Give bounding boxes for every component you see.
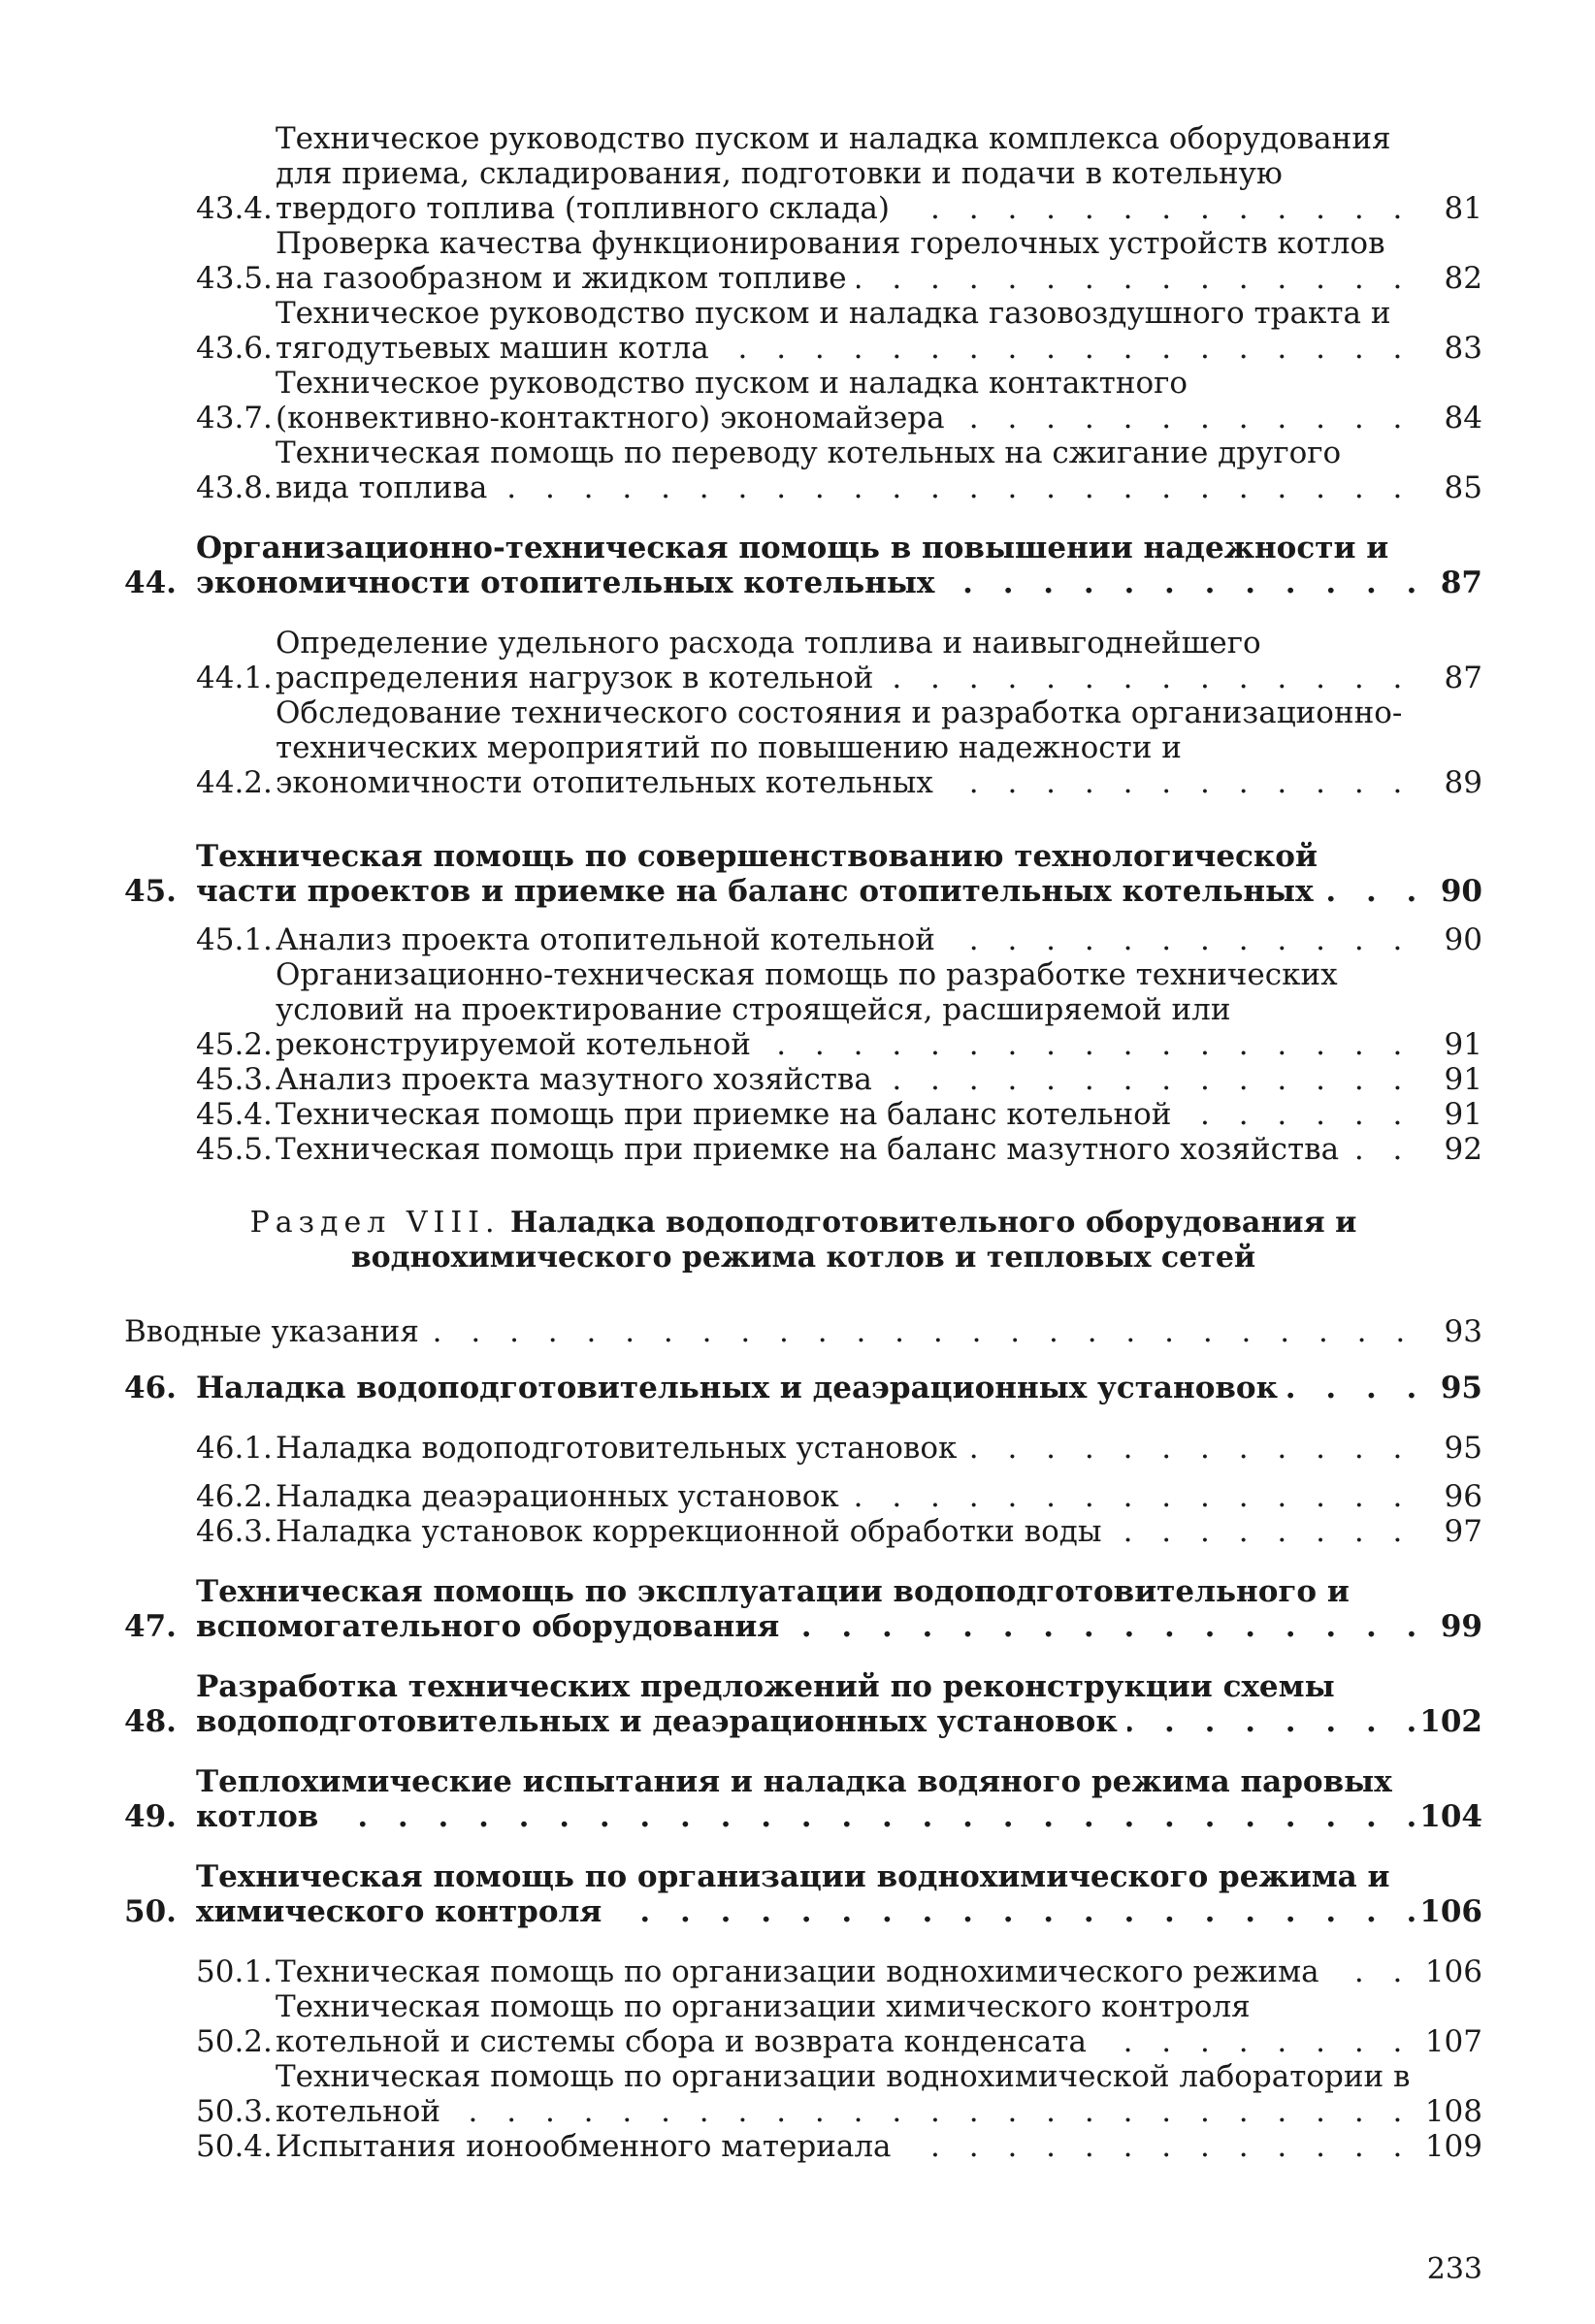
entry-number: 46.2. (196, 1479, 273, 1514)
entry-number: 44. (124, 565, 177, 600)
toc-entry-50 (124, 1859, 1482, 1929)
entry-title: Техническая помощь при приемке на баланс котельной (276, 1097, 1181, 1132)
entry-page: 107 (1424, 2024, 1482, 2059)
entry-title: Техническая помощь при приемке на баланс мазутного хозяйства (276, 1132, 1349, 1167)
toc-entry-intro (124, 1314, 1482, 1349)
entry-title: Техническая помощь по переводу котельных на сжигание другого вида топлива (276, 436, 1342, 505)
entry-number: 43.5. (196, 261, 273, 296)
entry-title: Организационно-техническая помощь по разработке технических условий на проектирование строящейся, расширяемой или реконструируемой котельной (276, 957, 1338, 1062)
entry-number: 46.1. (196, 1431, 273, 1466)
entry-title: Техническая помощь по эксплуатации водоподготовительного и вспомогательного оборудования (196, 1574, 1350, 1644)
entry-page: 84 (1444, 401, 1482, 436)
toc-entry-43-7 (124, 366, 1482, 436)
entry-page: 83 (1444, 331, 1482, 366)
toc-entry-45-3 (124, 1062, 1482, 1097)
entry-number: 45.4. (196, 1097, 273, 1132)
toc-entry-45-2 (124, 957, 1482, 1062)
entry-number: 43.7. (196, 401, 273, 436)
section-heading (124, 1196, 1482, 1275)
entry-page: 108 (1424, 2094, 1482, 2129)
entry-number: 45.2. (196, 1027, 273, 1062)
entry-title: Техническое руководство пуском и наладка комплекса оборудования для приема, складирования, подготовки и подачи в котельную твердого топлива (топливного склада) (276, 121, 1391, 226)
section-label: Раздел VIII. (249, 1206, 501, 1240)
entry-title: Анализ проекта отопительной котельной (276, 922, 945, 957)
toc-entry-45 (124, 839, 1482, 909)
entry-page: 95 (1444, 1431, 1482, 1466)
entry-number: 45.3. (196, 1062, 273, 1097)
toc-entry-46-1 (124, 1431, 1482, 1466)
entry-title: Наладка водоподготовительных и деаэрационных установок (196, 1371, 1287, 1405)
entry-page: 91 (1444, 1062, 1482, 1097)
entry-page: 104 (1419, 1799, 1482, 1834)
entry-title: Техническая помощь по организации воднохимической лаборатории в котельной (276, 2059, 1411, 2129)
entry-title: Вводные указания (124, 1314, 429, 1349)
entry-number: 50.4. (196, 2129, 273, 2164)
entry-page: 90 (1440, 874, 1482, 909)
toc-entry-44-1 (124, 626, 1482, 695)
toc-entry-46-2 (124, 1479, 1482, 1514)
entry-page: 102 (1419, 1704, 1482, 1739)
entry-page: 91 (1444, 1027, 1482, 1062)
entry-number: 45. (124, 874, 177, 909)
entry-number: 45.1. (196, 922, 273, 957)
entry-title: Обследование технического состояния и разработка организационно-технических мероприятий по повышению надежности и экономичности отопительных котельных (276, 695, 1403, 800)
entry-page: 109 (1424, 2129, 1482, 2164)
toc-entry-43-8 (124, 436, 1482, 505)
entry-number: 43.6. (196, 331, 273, 366)
entry-title: Теплохимические испытания и наладка водяного режима паровых котлов (196, 1764, 1392, 1834)
entry-number: 45.5. (196, 1132, 273, 1167)
toc-entry-49 (124, 1764, 1482, 1834)
entry-title: Проверка качества функционирования горелочных устройств котлов на газообразном и жидком топливе (276, 226, 1385, 296)
section-title: Наладка водоподготовительного оборудования и воднохимического режима котлов и тепловых сетей (350, 1206, 1357, 1275)
toc-entry-50-2 (124, 1989, 1482, 2059)
toc-entry-45-5 (124, 1132, 1482, 1167)
toc-entry-48 (124, 1669, 1482, 1739)
entry-page: 95 (1440, 1371, 1482, 1405)
entry-number: 43.8. (196, 470, 273, 505)
entry-page: 89 (1444, 765, 1482, 800)
toc-entry-50-3 (124, 2059, 1482, 2129)
table-of-contents (124, 121, 1482, 2164)
entry-number: 46. (124, 1371, 177, 1405)
entry-title: Техническое руководство пуском и наладка контактного (конвективно-контактного) экономайзера (276, 366, 1188, 436)
entry-title: Определение удельного расхода топлива и наивыгоднейшего распределения нагрузок в котельной (276, 626, 1261, 695)
entry-title: Техническое руководство пуском и наладка газовоздушного тракта и тягодутьевых машин котла (276, 296, 1391, 366)
entry-number: 43.4. (196, 191, 273, 226)
entry-number: 50. (124, 1894, 177, 1929)
entry-page: 97 (1444, 1514, 1482, 1549)
entry-page: 92 (1444, 1132, 1482, 1167)
entry-page: 87 (1444, 661, 1482, 695)
entry-page: 93 (1444, 1314, 1482, 1349)
entry-title: Техническая помощь по организации воднохимического режима (276, 1954, 1329, 1989)
entry-page: 99 (1440, 1609, 1482, 1644)
toc-entry-43-6 (124, 296, 1482, 366)
toc-entry-46 (124, 1371, 1482, 1405)
entry-number: 44.2. (196, 765, 273, 800)
entry-title: Техническая помощь по организации воднохимического режима и химического контроля (196, 1859, 1390, 1929)
entry-page: 106 (1419, 1894, 1482, 1929)
toc-entry-47 (124, 1574, 1482, 1644)
entry-title: Техническая помощь по организации химического контроля котельной и системы сбора и возврата конденсата (276, 1989, 1251, 2059)
toc-entry-45-1 (124, 922, 1482, 957)
toc-entry-44 (124, 531, 1482, 600)
entry-page: 91 (1444, 1097, 1482, 1132)
entry-page: 81 (1444, 191, 1482, 226)
entry-title: Организационно-техническая помощь в повышении надежности и экономичности отопительных котельных (196, 531, 1389, 600)
toc-entry-46-3 (124, 1514, 1482, 1549)
entry-number: 50.3. (196, 2094, 273, 2129)
entry-title: Наладка установок коррекционной обработки воды (276, 1514, 1112, 1549)
entry-title: Анализ проекта мазутного хозяйства (276, 1062, 882, 1097)
entry-number: 48. (124, 1704, 177, 1739)
entry-number: 44.1. (196, 661, 273, 695)
entry-title: Разработка технических предложений по реконструкции схемы водоподготовительных и деаэрационных установок (196, 1669, 1335, 1739)
toc-entry-43-4 (124, 121, 1482, 226)
page-number: 233 (1426, 2252, 1482, 2286)
entry-page: 87 (1440, 565, 1482, 600)
entry-number: 50.2. (196, 2024, 273, 2059)
entry-page: 106 (1424, 1954, 1482, 1989)
entry-title: Наладка деаэрационных установок (276, 1479, 849, 1514)
entry-page: 96 (1444, 1479, 1482, 1514)
entry-title: Наладка водоподготовительных установок (276, 1431, 966, 1466)
toc-entry-43-5 (124, 226, 1482, 296)
entry-page: 90 (1444, 922, 1482, 957)
entry-title: Испытания ионообменного материала (276, 2129, 901, 2164)
entry-title: Техническая помощь по совершенствованию технологической части проектов и приемке на баланс отопительных котельных (196, 839, 1323, 909)
toc-entry-50-4 (124, 2129, 1482, 2164)
entry-number: 46.3. (196, 1514, 273, 1549)
entry-page: 82 (1444, 261, 1482, 296)
toc-entry-45-4 (124, 1097, 1482, 1132)
entry-number: 50.1. (196, 1954, 273, 1989)
entry-number: 49. (124, 1799, 177, 1834)
entry-number: 47. (124, 1609, 177, 1644)
entry-page: 85 (1444, 470, 1482, 505)
toc-entry-50-1 (124, 1954, 1482, 1989)
toc-entry-44-2 (124, 695, 1482, 800)
